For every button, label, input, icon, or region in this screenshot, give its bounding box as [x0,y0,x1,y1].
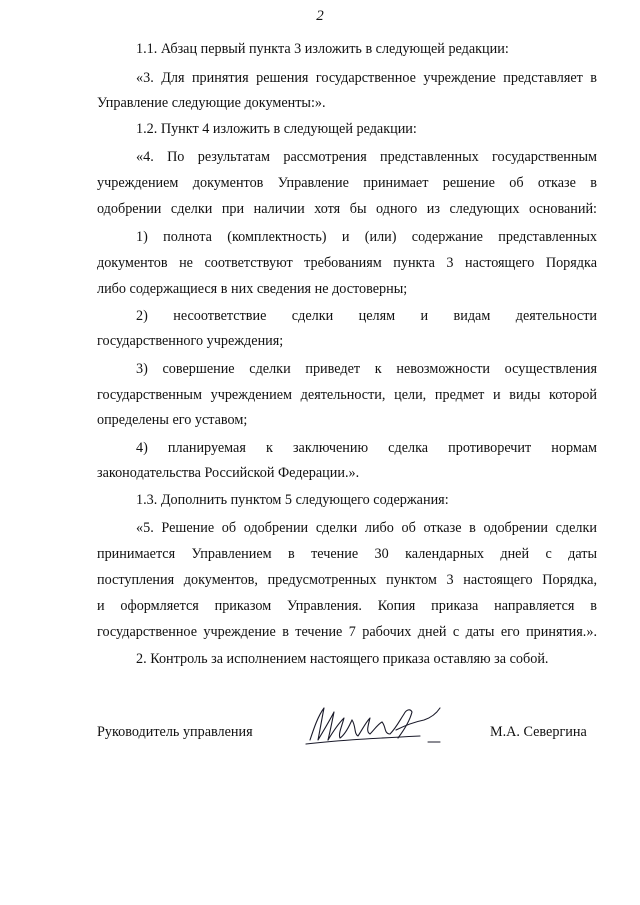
text-line: 1.3. Дополнить пунктом 5 следующего содержания: [136,492,449,508]
text-line: «3. Для принятия решения государственное учреждение представляет в [136,70,597,86]
signatory-name: М.А. Севергина [490,724,587,740]
text-line: определены его уставом; [97,412,248,428]
text-line: документов не соответствуют требованиям пункта 3 настоящего Порядка [97,255,597,271]
handwritten-signature [300,700,450,748]
text-line: принимается Управлением в течение 30 календарных дней с даты [97,546,597,562]
text-line: законодательства Российской Федерации.». [97,465,360,481]
text-line: государственное учреждение в течение 7 рабочих дней с даты его принятия.». [97,624,597,640]
text-line: государственного учреждения; [97,333,284,349]
text-line: одобрении сделки при наличии хотя бы одного из следующих оснований: [97,201,597,217]
text-line: 4) планируемая к заключению сделка противоречит нормам [136,440,597,456]
text-line: 2. Контроль за исполнением настоящего приказа оставляю за собой. [136,651,549,667]
text-line: 1.2. Пункт 4 изложить в следующей редакции: [136,121,417,137]
text-line: «5. Решение об одобрении сделки либо об отказе в одобрении сделки [136,520,597,536]
text-line: учреждением документов Управление принимает решение об отказе в [97,175,597,191]
text-line: «4. По результатам рассмотрения представленных государственным [136,149,597,165]
text-line: Управление следующие документы:». [97,95,326,111]
text-line: либо содержащиеся в них сведения не достоверны; [97,281,408,297]
text-line: 2) несоответствие сделки целям и видам деятельности [136,308,597,324]
signatory-role: Руководитель управления [97,724,253,740]
page-number: 2 [316,8,324,24]
text-line: 1.1. Абзац первый пункта 3 изложить в следующей редакции: [136,41,509,57]
text-line: поступления документов, предусмотренных пунктом 3 настоящего Порядка, [97,572,597,588]
text-line: государственным учреждением деятельности, цели, предмет и виды которой [97,387,597,403]
text-line: 3) совершение сделки приведет к невозможности осуществления [136,361,597,377]
text-line: 1) полнота (комплектность) и (или) содержание представленных [136,229,597,245]
text-line: и оформляется приказом Управления. Копия приказа направляется в [97,598,597,614]
